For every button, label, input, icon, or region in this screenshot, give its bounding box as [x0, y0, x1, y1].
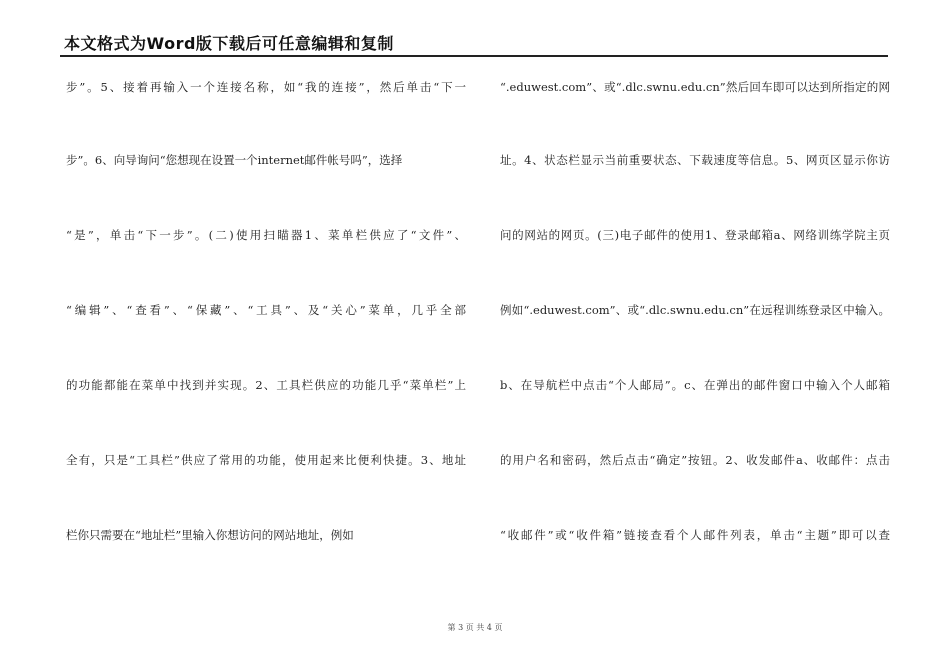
body-text-line: 步”。6、向导询问“您想现在设置一个internet邮件帐号吗”，选择 [66, 153, 403, 167]
body-text-line: 址。4、状态栏显示当前重要状态、下载速度等信息。5、网页区显示你访 [500, 153, 890, 167]
body-text-line: 的功能都能在菜单中找到并实现。2、工具栏供应的功能几乎“菜单栏”上 [66, 378, 466, 392]
body-text-line: b、在导航栏中点击“个人邮局”。c、在弹出的邮件窗口中输入个人邮箱 [500, 378, 890, 392]
body-text-line: “.eduwest.com”、或“.dlc.swnu.edu.cn”然后回车即可以达到所指定的网 [500, 80, 890, 94]
body-text-line: “编辑”、“查看”、“保藏”、“工具”、及“关心”菜单，几乎全部 [66, 303, 466, 317]
body-text-line: 栏你只需要在“地址栏”里输入你想访问的网站地址，例如 [66, 528, 354, 542]
body-text-line: 例如“.eduwest.com”、或“.dlc.swnu.edu.cn”在远程训练登录区中输入。 [500, 303, 890, 317]
body-text-line: “是”，单击“下一步”。(二)使用扫瞄器1、菜单栏供应了“文件”、 [66, 228, 466, 242]
page-number-footer: 第 3 页 共 4 页 [447, 623, 503, 632]
document-header-title: 本文格式为Word版下载后可任意编辑和复制 [64, 34, 394, 53]
body-text-line: 全有，只是“工具栏”供应了常用的功能，使用起来比便利快捷。3、地址 [66, 453, 466, 467]
body-text-line: “收邮件”或“收件箱”链接查看个人邮件列表，单击“主题”即可以查 [500, 528, 890, 542]
body-text-line: 问的网站的网页。(三)电子邮件的使用1、登录邮箱a、网络训练学院主页 [500, 228, 890, 242]
header-divider [60, 55, 888, 57]
body-text-line: 的用户名和密码，然后点击“确定”按钮。2、收发邮件a、收邮件：点击 [500, 453, 890, 467]
body-text-line: 步”。5、接着再输入一个连接名称，如“我的连接”，然后单击“下一 [66, 80, 466, 94]
